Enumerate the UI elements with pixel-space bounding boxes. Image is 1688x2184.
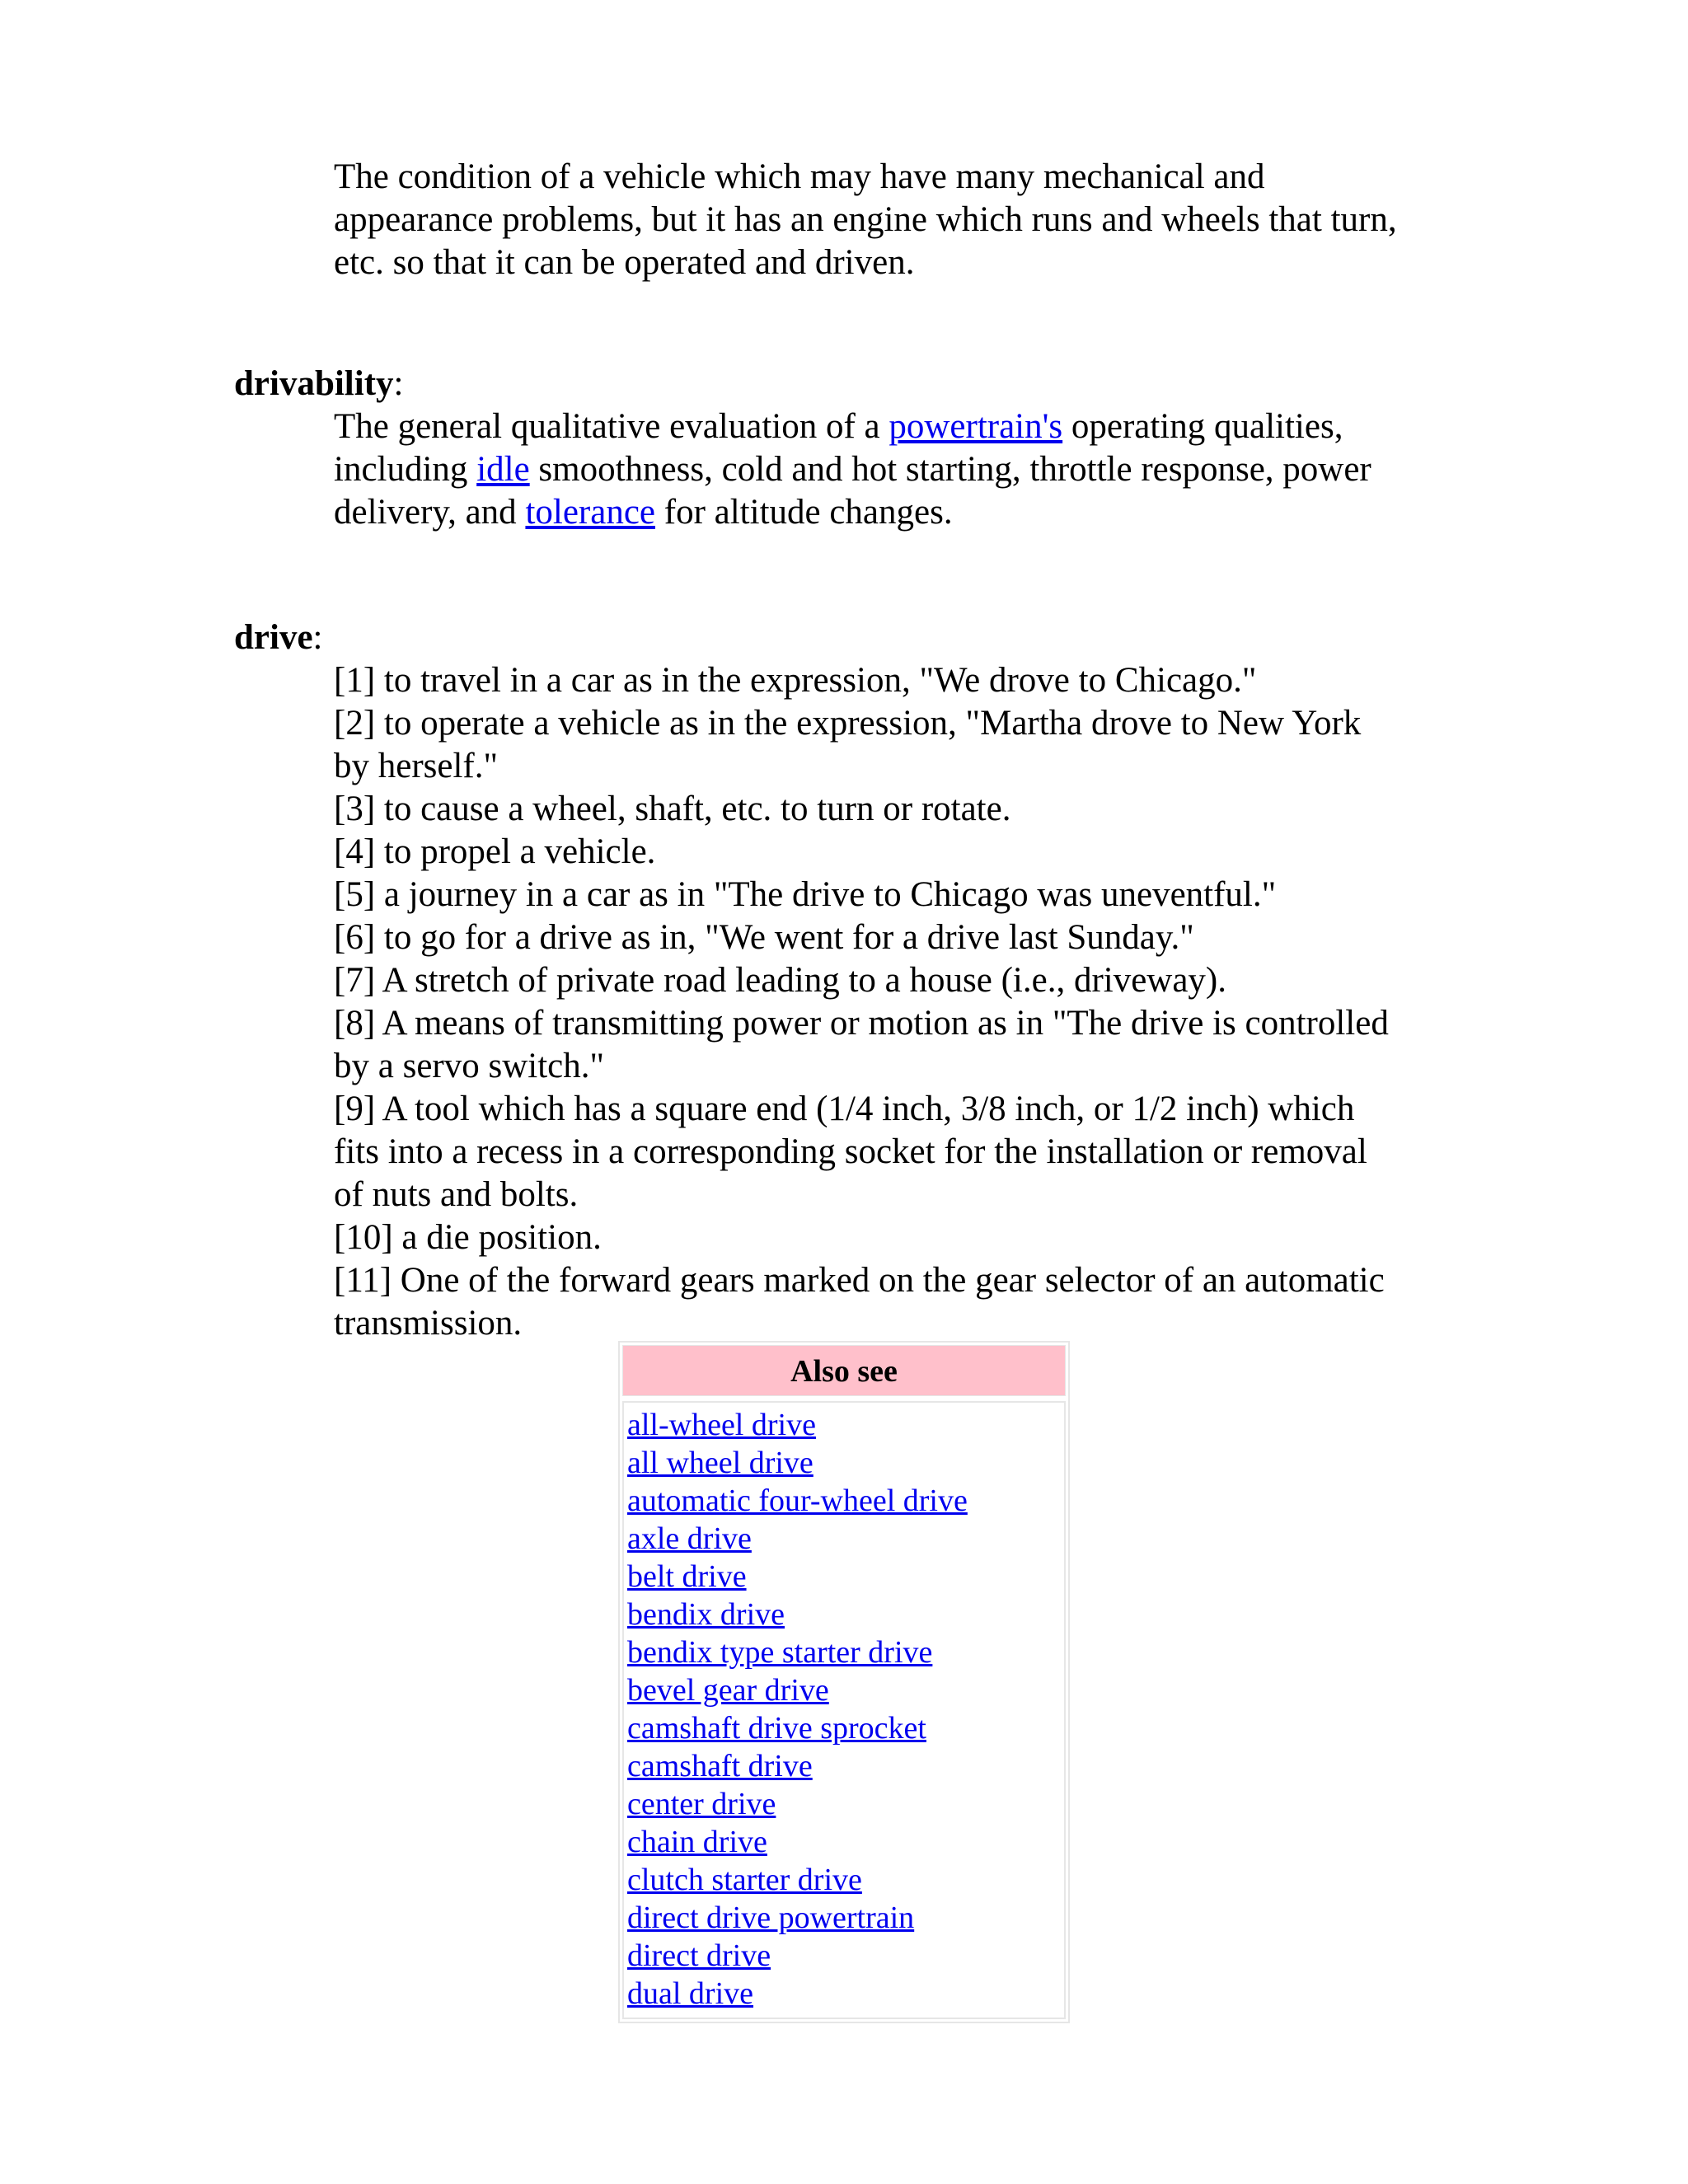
definition-line: [9] A tool which has a square end (1/4 inch, 3/8 inch, or 1/2 inch) which xyxy=(334,1090,1355,1128)
also-see-link[interactable]: clutch starter drive xyxy=(627,1863,862,1897)
also-see-link[interactable]: bendix drive xyxy=(627,1597,785,1632)
term-label: drive xyxy=(234,618,313,657)
definition-drive xyxy=(334,659,1471,1345)
also-see-link[interactable]: bevel gear drive xyxy=(627,1673,829,1708)
definition-text: for altitude changes. xyxy=(655,493,953,532)
definition-line xyxy=(334,405,1471,448)
also-see-link[interactable]: direct drive powertrain xyxy=(627,1900,915,1935)
definition-line: by a servo switch." xyxy=(334,1047,605,1085)
definition-line: [3] to cause a wheel, shaft, etc. to turn or rotate. xyxy=(334,790,1011,828)
link-idle[interactable]: idle xyxy=(476,450,530,489)
definition-line: [1] to travel in a car as in the expression, "We drove to Chicago." xyxy=(334,661,1257,700)
definition-line: [8] A means of transmitting power or motion as in "The drive is controlled xyxy=(334,1004,1389,1043)
term-label: drivability xyxy=(234,364,394,403)
also-see-table xyxy=(618,1341,1070,2023)
also-see-link[interactable]: camshaft drive sprocket xyxy=(627,1711,926,1746)
definition-continued xyxy=(334,156,1471,284)
definition-line: appearance problems, but it has an engine which runs and wheels that turn, xyxy=(334,200,1397,239)
definition-line: [7] A stretch of private road leading to a house (i.e., driveway). xyxy=(334,961,1226,1000)
definition-text: delivery, and xyxy=(334,493,526,532)
link-powertrain[interactable]: powertrain's xyxy=(889,407,1063,446)
definition-text: smoothness, cold and hot starting, throttle response, power xyxy=(529,450,1372,489)
also-see-header: Also see xyxy=(622,1345,1066,1396)
also-see-link[interactable]: all wheel drive xyxy=(627,1446,814,1480)
definition-line: of nuts and bolts. xyxy=(334,1175,579,1214)
definition-line: [6] to go for a drive as in, "We went for a drive last Sunday." xyxy=(334,918,1194,957)
definition-text: The general qualitative evaluation of a xyxy=(334,407,889,446)
definition-text: including xyxy=(334,450,477,489)
also-see-link[interactable]: axle drive xyxy=(627,1521,752,1556)
also-see-link[interactable]: bendix type starter drive xyxy=(627,1635,933,1670)
also-see-link[interactable]: chain drive xyxy=(627,1825,767,1859)
definition-text: operating qualities, xyxy=(1062,407,1343,446)
definition-line: transmission. xyxy=(334,1304,523,1343)
term-separator: : xyxy=(393,364,404,403)
definition-drivability xyxy=(334,405,1471,534)
link-tolerance[interactable]: tolerance xyxy=(525,493,655,532)
also-see-list xyxy=(622,1401,1066,2019)
also-see-link[interactable]: camshaft drive xyxy=(627,1749,813,1783)
term-drivability xyxy=(234,363,403,405)
term-separator: : xyxy=(312,618,323,657)
definition-line: fits into a recess in a corresponding socket for the installation or removal xyxy=(334,1132,1367,1171)
definition-line: etc. so that it can be operated and driven. xyxy=(334,243,915,282)
definition-line: [10] a die position. xyxy=(334,1218,602,1257)
definition-line xyxy=(334,448,1471,491)
also-see-link[interactable]: direct drive xyxy=(627,1938,771,1973)
also-see-link[interactable]: belt drive xyxy=(627,1559,747,1594)
definition-line: [4] to propel a vehicle. xyxy=(334,832,656,871)
also-see-link[interactable]: dual drive xyxy=(627,1976,754,2011)
also-see-link[interactable]: center drive xyxy=(627,1787,776,1821)
definition-line: [2] to operate a vehicle as in the expression, "Martha drove to New York xyxy=(334,704,1362,743)
definition-line: The condition of a vehicle which may have many mechanical and xyxy=(334,157,1265,196)
also-see-link[interactable]: all-wheel drive xyxy=(627,1408,816,1442)
definition-line: by herself." xyxy=(334,747,499,785)
definition-line: [5] a journey in a car as in "The drive to Chicago was uneventful." xyxy=(334,875,1277,914)
also-see-link[interactable]: automatic four-wheel drive xyxy=(627,1483,968,1518)
term-drive xyxy=(234,616,323,659)
definition-line xyxy=(334,491,1471,534)
definition-line: [11] One of the forward gears marked on the gear selector of an automatic xyxy=(334,1261,1385,1300)
